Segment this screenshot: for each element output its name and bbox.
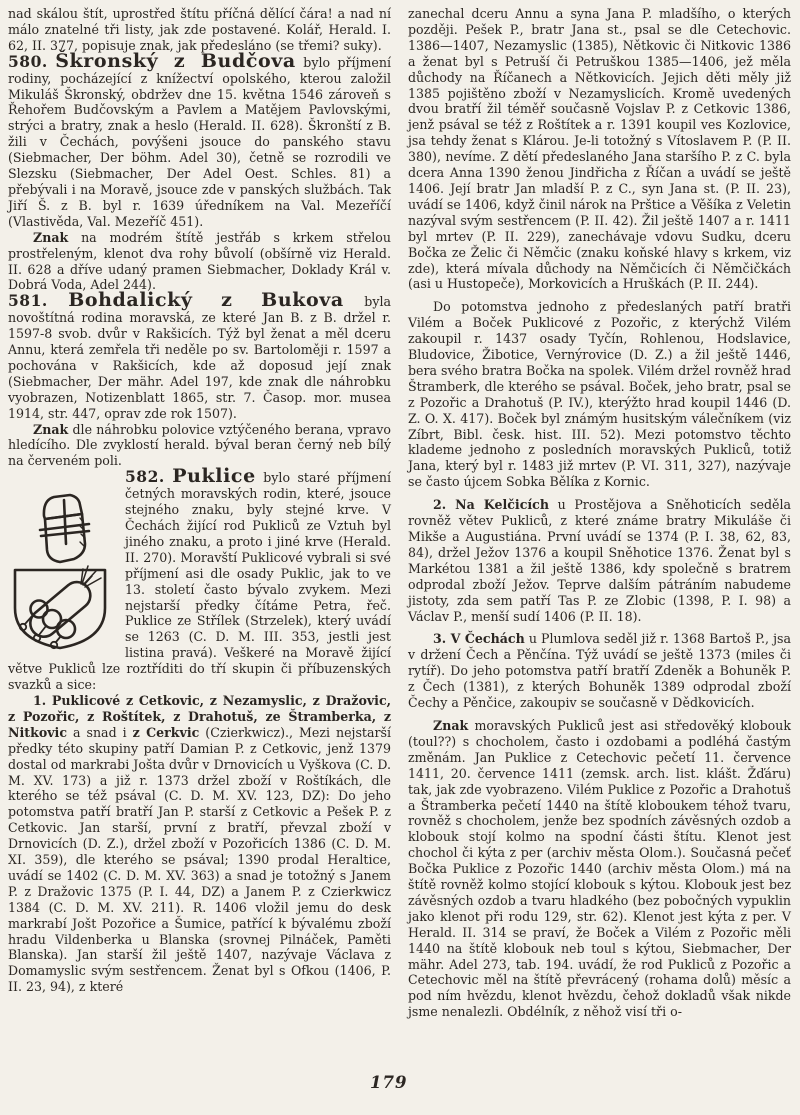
group-2-body: u Prostějova a Sněhoticích seděla rovněž větev Pukliců, z které známe bratry Mikuláše či Mikše a Augustiána. První uvádí se 1374 (P. I. 38, 62, 83, 84), držel Ježov 1376 a koupil Sněhotice 1376. Ženat byl s Markétou 1381 a žil ještě 1386, kdy společně s bratrem odprodal zboží Ježov. Teprve dalším pátráním nabudeme jistoty, zda sem patří Tas P. ze Zlobic (1398, P. I. 98) a Václav P., menší sudí 1406 (P. II. 18).	[408, 497, 791, 624]
znak-body: dle náhrobku polovice vztýčeného berana, vpravo hledícího. Dle zvyklostí herald. býval beran černý neb bílý na červeném poli.	[8, 421, 391, 469]
potomstvo-paragraph: Do potomstva jednoho z předeslaných patří bratři Vilém a Boček Puklicové z Pozořic, z kterýchž Vilém zakoupil r. 1437 osady Tyčín, Rohlenou, Hodslavice, Bludovice, Žibotice, Vernýrovice (D. Z.) a žil ještě 1446, bera svého bratra Bočka na spolek. Vilém držel rovněž hrad Štramberk, dle kterého se psával. Boček, jeho bratr, psal se z Pozořic a Drahotuš (P. IV.), kterýžto hrad koupil 1446 (D. Z. O. X. 417). Boček byl známým husitským válečníkem (viz Zíbrt, Bibl. česk. hist. III. 52). Mezi potomstvo těchto klademe jednoho z posledních moravských Pukliců, totiž Jana, který byl r. 1483 již mrtev (P. VI. 311, 327), nazývaje se často újcem Sobka Bělíka z Kornic.	[408, 299, 791, 490]
section-582	[8, 465, 391, 693]
section-582-number: 582.	[125, 467, 165, 487]
right-column	[408, 6, 791, 1020]
helm-cross-slit	[64, 500, 66, 544]
coat-of-arms-figure	[10, 492, 110, 654]
group-1-paragraph	[8, 693, 391, 995]
znak-body: moravských Pukliců jest asi středověký klobouk (toul??) s chocholem, často i ozdobami a podléhá častým změnám. Jan Puklice z Cetechovic pečetí 11. července 1411, 20. července 1411 (zemsk. arch. list. klášt. Žďáru) tak, jak zde vyobrazeno. Vilém Puklice z Pozořic a Drahotuš a Štramberka pečetí 1440 na štítě kloboukem téhož tvaru, rovněž s chocholem, jenže bez spodních závěsných ozdob a klobouk stojí kolmo na spodní části štítu. Klenot jest chochol či kýta z per (archiv města Olom.). Současná pečeť Bočka Puklice z Pozořic 1440 (archiv města Olom.) má na štítě rovněž kolmo stojící klobouk s kýtou. Klobouk jest bez závěsných ozdob a tvaru hladkého (bez pobočných vypuklin jako klenot při rodu 129, str. 62). Klenot jest kýta z per. V Herald. II. 314 se praví, že Boček a Vilém z Pozořic měli 1440 na štítě klobouk neb toul s kýtou, Siebmacher, Der mähr. Adel 273, tab. 194. uvádí, že rod Pukliců z Pozořic a Cetechovic měl na štítě převrácený (rohama dolů) měsíc a pod ním hvězdu, klenot hvězdu, čehož dokladů však nikde jsme nenalezli. Obdélník, z něhož visí tři o-	[408, 717, 791, 1020]
znak-lead: Znak	[33, 229, 69, 245]
znak-lead: Znak	[33, 421, 69, 437]
group-1-body: (Czierkwicz)., Mezi nejstarší předky této skupiny patří Damian P. z Cetkovic, jenž 1379 dostal od markrabi Jošta dvůr v Drnovicích u Vyškova (C. D. M. XV. 173) a již r. 1373 držel zboží v Roštíkách, dle kterého se též psával (C. D. M. XV. 123, DZ): Do jeho potomstva patří bratří Jan P. starší z Cetkovic a Pešek P. z Cetkovic. Jan starší, první z bratří, převzal zboží v Drnovicích (D. Z.), držel zboží v Pozořicích 1386 (C. D. M. XI. 359), dle kterého se psával; 1390 prodal Heraltice, uvádí se 1402 (C. D. M. XV. 363) a snad je totožný s Janem P. z Dražovic 1375 (P. I. 44, DZ) a Janem P. z Czierkwicz 1384 (C. D. M. XV. 211). R. 1406 vložil jemu do desk markrabí Jošt Pozořice a Šumice, patřící k bývalému zboží hradu Vildenberka u Blanska (srovnej Pilnáček, Paměti Blanska). Jan starší žil ještě 1407, nazývaje Václava z Domamyslic svým sestřencem. Ženat byl s Ofkou (1406, P. II. 23, 94), z které	[8, 724, 392, 995]
puklice-znak-paragraph	[408, 718, 791, 1020]
section-580-title: Škronský z Budčova	[55, 49, 296, 72]
book-page	[8, 6, 794, 1115]
znak-lead: Znak	[433, 717, 469, 733]
left-column	[8, 6, 391, 1020]
group-2-lead: 2. Na Kelčicích	[433, 497, 549, 513]
group-1-mid: a snad i	[67, 724, 133, 740]
group-2-paragraph	[408, 497, 791, 624]
continuation-paragraph: nad skálou štít, uprostřed štítu příčná dělící čára! a nad ní málo znatelné tři listy, jak zde postavené. Kolář, Herald. I. 62, II. 377, popisuje znak, jak předesláno (se třemi? suky).	[8, 6, 391, 53]
section-581-number: 581.	[8, 291, 48, 311]
group-1-names-2: z Cerkvic	[132, 724, 200, 740]
section-580	[8, 49, 392, 230]
section-580-number: 580.	[8, 51, 48, 71]
section-581	[8, 289, 391, 421]
two-column-text	[8, 6, 794, 1020]
section-581-title: Bohdalický z Bukova	[68, 289, 344, 312]
section-580-znak-paragraph	[8, 230, 391, 294]
right-continuation-paragraph: zanechal dceru Annu a syna Jana P. mladšího, o kterých později. Pešek P., bratr Jana st., psal se dle Cetechovic. 1386—1407, Nezamyslic (1385), Nětkovic či Nitkovic 1386 a ženat byl s Petruší či Petruškou 1385—1406, jež měla důchody na Říčanech a Nětkovicích. Jejich děti měly již 1385 pojištěno zboží v Nezamyslicích. Kromě uvedených dvou bratří žil téměř současně Vojslav P. z Cetkovic 1386, jenž psával se též z Roštítek a r. 1391 koupil ves Kozlovice, jsa tehdy ženat s Klárou. Je-li totožný s Vítoslavem P. (P. II. 380), nevíme. Z dětí předeslaného Jana staršího P. z C. byla dcera Anna 1390 ženou Jindřicha z Říčan a uvádí se ještě 1406. Její bratr Jan mladší P. z C., syn Jana st. (P. II. 23), uvádí se 1406, když činil nárok na Prštice a Věšíka z Veletin nazýval svým sestřencem (P. II. 42). Žil ještě 1407 a r. 1411 byl mrtev (P. II. 229), zanechávaje vdovu Sudku, dceru Bočka ze Želic či Němčic (znaku koňské hlavy s krkem, viz zde), která mívala důchody na Němčicích či Němčičkách (asi u Hustopeče), Morkovicích a Hruškách (P. II. 244).	[408, 6, 791, 292]
znak-body: na modrém štítě jestřáb s krkem střelou prostřeleným, klenot dva rohy bůvolí (obšírně viz Herald. II. 628 a dříve udaný pramen Siebmacher, Doklady Král v. Dobrá Voda, Adel 244).	[8, 229, 391, 293]
page-number: 179	[370, 1073, 408, 1092]
group-3-paragraph	[408, 631, 791, 711]
section-581-znak-paragraph	[8, 422, 391, 470]
section-580-body: bylo příjmení rodiny, pocházející z knížectví opolského, kterou založil Mikuláš Škronský, obdržev dne 15. května 1546 zároveň s Řehořem Budčovským a Pavlem a Matějem Pavlovskými, strýci a bratry, znak a heslo (Herald. II. 628). Škronští z B. žili v Čechách, povýšeni jsouce do panského stavu (Siebmacher, Der böhm. Adel 30), četně se rozrodili ve Slezsku (Siebmacher, Der Adel Oest. Schles. 81) a přebývali i na Moravě, jsouce zde v panských službách. Tak Jiří Š. z B. byl r. 1639 úředníkem na Val. Mezeříčí (Vlastivěda, Val. Mezeříč 451).	[8, 54, 392, 229]
group-3-lead: 3. V Čechách	[433, 631, 525, 647]
section-582-title: Puklice	[172, 465, 256, 488]
section-581-body: byla novoštítná rodina moravská, ze které Jan B. z B. držel r. 1597-8 svob. dvůr v Rakšicích. Týž byl ženat a měl dceru Annu, která zemřela tři neděle po sv. Bartoloměji r. 1597 a pochována v Rakšicích, kde až doposud její znak (Siebmacher, Der mähr. Adel 197, kde znak dle náhrobku vyobrazen, Notizenblatt 1865, str. 7. Časop. mor. musea 1914, str. 447, oprav zde rok 1507).	[8, 294, 391, 421]
buckle-charge	[25, 577, 96, 643]
section-582-body: bylo staré příjmení četných moravských rodin, které, jsouce stejného znaku, byly stejné krve. V Čechách žijící rod Pukliců ze Vztuh byl jiného znaku, a proto i jiné krve (Herald. II. 270). Moravští Puklicové vybrali si své příjmení asi dle osady Puklic, jak to ve 13. století často bývalo zvykem. Mezi nejstarší předky čítáme Petra, řeč. Puklice ze Střílek (Strzelek), který uvádí se 1263 (C. D. M. III. 353, jestli jest listina pravá). Veškeré na Moravě žijící větve Pukliců lze roztříditi do tří skupin či příbuzenských svazků a sice:	[8, 470, 391, 693]
group-1-names: 1. Puklicové z Cetkovic, z Nezamyslic, z Dražovic, z Pozořic, z Roštítek, z Drahotuš, ze Štramberka, z Nitkovic	[8, 692, 391, 740]
puklice-crest-drawing	[10, 492, 110, 654]
group-3-body: u Plumlova seděl již r. 1368 Bartoš P., jsa v držení Čech a Pěnčína. Týž uvádí se ještě 1373 (miles či rytíř). Do jeho potomstva patří bratří Zdeněk a Bohuněk P. z Čech (1381), z kterých Bohuněk 1389 odprodal zboží Čechy a Pěnčice, zakoupiv se současně v Dědkovicích.	[408, 631, 791, 711]
